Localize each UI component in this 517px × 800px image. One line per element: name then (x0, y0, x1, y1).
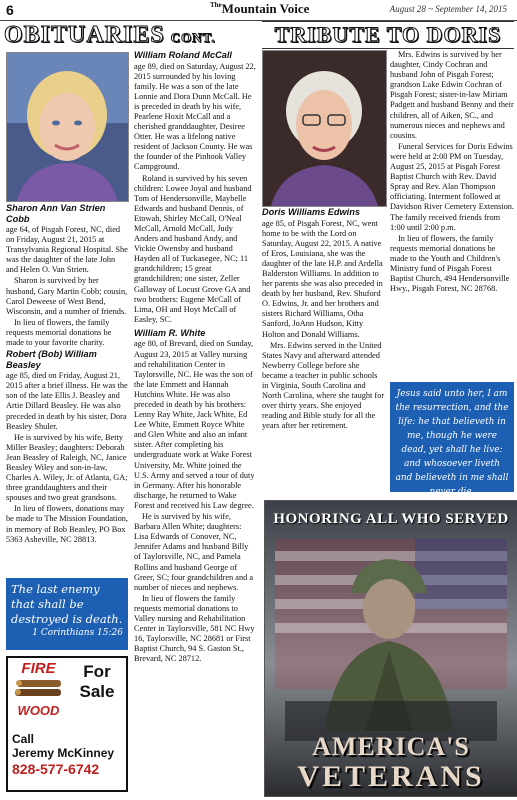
veterans-bottom-text-2: VETERANS (297, 760, 485, 793)
obituary-text: He is survived by his wife, Betty Miller Beasley; daughters: Deborah Jean Beasley of Raleigh, NC, Janice Beasley Wiley and son-in-law, Charles A. Wiley, Jr. of Atlanta, GA; three granddaughters and their spouses and two great grandsons. (6, 432, 128, 503)
obituary-text: Roland is survived by his seven children: Lowee Joyal and husband Tom of Hendersonville, Maybelle Edwards and husband Dennis, of Etowah, Shirley McCall, O'Neal McCall, Arnold McCall, Judy Anders and husband Andy, and Vickie Owensby and husband Hayden all of Tuckasegee, NC; 11 grandchildren; 15 great grandchildren; one sister, Zeller Galloway of Locust Grove GA and two brothers: Eugene McCall of Lima, OH and Hoyt McCall of Easley, SC. (134, 173, 252, 324)
column-4 (390, 50, 514, 295)
obituary-text: In lieu of flowers, the family requests memorial donations be made to the Youth and Children's Ministry fund of Pisgah Forest Baptist Church, 494 Hendersonville Hwy., Pisgah Forest, NC 28768. (390, 233, 510, 294)
obituary-text: Funeral Services for Doris Edwins were held at 2:00 PM on Tuesday, August 25, 2015 at Pisgah Forest Baptist Church with Rev. David Spray and Rev. Alan Thompson officiating. Interment followed at Davidson River Cemetery Extension. The family received friends from 1:00 until 2:00 p.m. (390, 141, 514, 232)
sharon-cobb-photo (6, 52, 129, 202)
obituary-name: Doris Williams Edwins (262, 207, 360, 217)
obituary-text: Mrs. Edwins is survived by her daughter, Cindy Cochran and husband John of Pisgah Forest; grandson Lake Edwin Cochran of Pisgah Forest; sister-in-law Miriam Padgett and husband Benny and their children, all of Aiken, SC., and numerous nieces and nephews and cousins. (390, 50, 514, 140)
obituary-text: age 64, of Pisgah Forest, NC, died on Friday, August 21, 2015 at Transylvania Regional Hospital. She was the daughter of the late John and Helen O. Van Strien. (6, 225, 128, 275)
veterans-bottom-text-1: AMERICA'S (312, 732, 470, 761)
verse-text: Jesus said unto her, I am the resurrection, and the life: he that believeth in me, though he were dead, yet shall he live: and whosoever liveth and believeth in me shall never die. (395, 389, 509, 497)
column-1 (6, 203, 129, 546)
ad-contact: Call Jeremy McKinney 828-577-6742 (12, 732, 115, 777)
for-sale-text: For Sale (79, 662, 115, 701)
veterans-top-text: HONORING ALL WHO SERVED (273, 511, 509, 527)
doris-edwins-photo (262, 50, 387, 207)
obituary-text: age 80, of Brevard, died on Sunday, August 23, 2015 at Valley nursing and rehabilitation Center in Taylorsville, NC. He was the son of the late Emmett and Hannah Hutchins White. He was also preceded in death by his brothers: Lenny Ray White, Jack White, Ed Lee White, Emmett Royce White and Glen White and also an infant sister. After completing his undergraduate work at Wake Forest University, Mr. White joined the U.S. Army and served a tour of duty in Germany. After his honorable discharge, he returned to Wake Forest and received his Law degree. (134, 339, 255, 510)
column-2 (134, 50, 257, 665)
verse-reference: 1 Corinthians 15:26 (32, 628, 123, 638)
column-3 (262, 207, 385, 432)
obituary-text: Mrs. Edwins served in the United States Navy and afterward attended Newberry College before she became a teacher in public schools in Virginia, South Carolina and North Carolina, where she taught for over thirty years. She enjoyed reading and Bible study for all the years after her retirement. (262, 340, 385, 431)
obituary-text: He is survived by his wife, Barbara Allen White; daughters: Lisa Edwards of Conover, NC, Jennifer Adams and husband Billy of Taylorsville, NC, and Pamela Rollins and husband George of Greer, SC; four grandchildren and a number of nieces and nephews. (134, 512, 254, 592)
obituary-text: In lieu of flowers, donations may be made to The Mission Foundation, in memory of Bob Beasley, PO Box 5363 Asheville, NC 28813. (6, 504, 128, 544)
obituary-text: In lieu of flowers the family requests memorial donations to Valley nursing and Rehabilitation Center in Taylorsville, 581 NC Hwy 16, Taylorsville, NC 28681 or First Baptist Church, 94 S. Gaston St., Brevard, NC 28712. (134, 593, 255, 664)
obituary-text: age 85, of Pisgah Forest, NC, went home to be with the Lord on Saturday, August 22, 2015. A native of Eros, Louisiana, she was the daughter of the late H.P. and Ardella Balderston Williams. In addition to her parents she was also preceded in death by her husband, Rev. Shuford O. Edwins, Jr. and her brothers and sisters Richard Williams, Otha Sanford, JoAnn Hudson, Kitty Holton and Donald Williams. (262, 218, 383, 339)
tribute-title: TRIBUTE TO DORIS (262, 21, 514, 49)
obituary-text: In lieu of flowers, the family requests memorial donations be made to your favorite charity. (6, 317, 112, 348)
firewood-ad (6, 656, 128, 792)
obituary-name: William R. White (134, 327, 206, 338)
verse-box-corinthians (6, 578, 128, 650)
veterans-graphic (264, 500, 517, 797)
firewood-logo: FIRE WOOD (11, 661, 66, 721)
obituaries-title: OBITUARIES CONT. (4, 22, 216, 48)
publication-name: $^{The}$Mountain Voice (210, 1, 310, 16)
firewood-logs-icon (13, 677, 65, 699)
obituary-name: Sharon Ann Van Strien Cobb (6, 203, 106, 224)
page-number: 6 (6, 2, 14, 18)
issue-date: August 28 ~ September 14, 2015 (389, 4, 507, 14)
obituary-name: Robert (Bob) William Beasley (6, 349, 97, 370)
obituary-text: Sharon is survived by her husband, Gary Martin Cobb; cousin, Carol Deweese of West Bend, Wisconsin, and a number of friends. (6, 276, 128, 316)
verse-box-john (390, 382, 514, 497)
page-header (0, 0, 517, 21)
obituary-name: William Roland McCall (134, 50, 232, 60)
obituary-text: age 89, died on Saturday, August 22, 2015 surrounded by his loving family. He was a son of the late Lonnie and Dora Dunn McCall. He is preceded in death by his wife, Pearlene Hoxit McCall and a cherished granddaughter, Desiree Otter. He was a lifelong native resident of Jackson County. He was the founder of the Pinhook Valley Campground. (134, 61, 256, 172)
verse-text: The last enemy that shall be destroyed is death. (11, 582, 123, 626)
obituary-text: age 85, died on Friday, August 21, 2015 after a brief illness. He was the son of the late Ellis J. Beasley and Artie Dillard Beasley. He was also preceded in death by his sister, Dora Beasley Shuler. (6, 371, 128, 431)
